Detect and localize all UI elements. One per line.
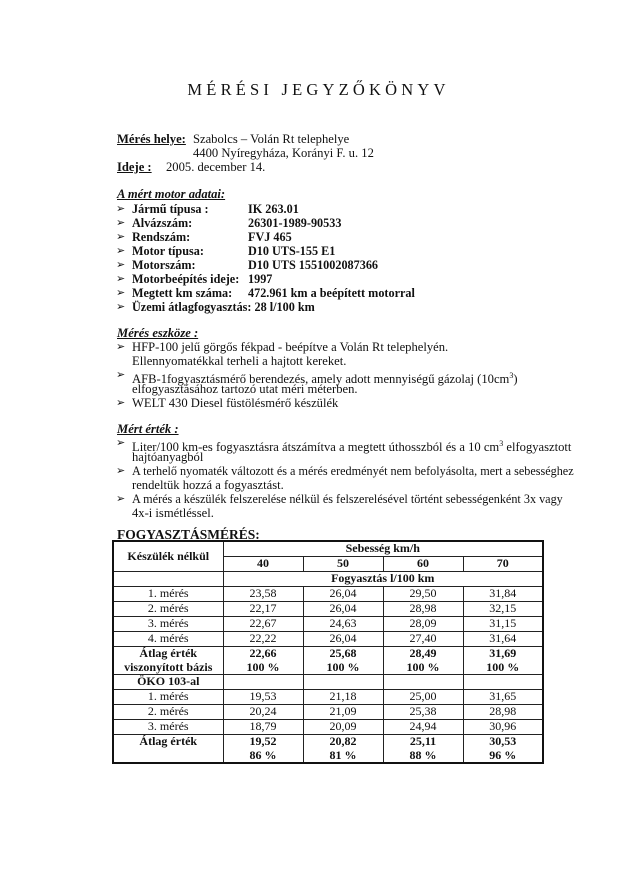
- table-row: 3. mérés 18,79 20,09 24,94 30,96: [113, 720, 543, 735]
- speed-40: 40: [223, 557, 303, 572]
- date-label: Ideje :: [117, 160, 152, 174]
- arrow-bullet-icon: ➢: [116, 301, 126, 313]
- location-line1: Szabolcs – Volán Rt telephelye: [193, 132, 350, 146]
- values-bullet-3a: A mérés a készülék felszerelése nélkül és felszerelésével történt sebességenként 3x vagy: [132, 492, 563, 506]
- arrow-bullet-icon: ➢: [116, 273, 126, 285]
- arrow-bullet-icon: ➢: [116, 369, 126, 381]
- values-bullet-1b: hajtóanyagból: [132, 450, 204, 464]
- engine-heading: A mért motor adatai:: [117, 187, 226, 201]
- engine-avg-consumption: Üzemi átlagfogyasztás: 28 l/100 km: [132, 300, 315, 314]
- tools-item-1a: HFP-100 jelű görgős fékpad - beépítve a Volán Rt telephelyén.: [132, 340, 449, 354]
- engine-value-plate: FVJ 465: [248, 230, 292, 244]
- tools-heading: Mérés eszköze :: [117, 326, 199, 340]
- engine-label-motor-number: Motorszám:: [132, 258, 196, 272]
- values-heading: Mért érték :: [117, 422, 179, 436]
- location-label: Mérés helye:: [117, 132, 186, 146]
- table-row: 2. mérés 22,17 26,04 28,98 32,15: [113, 602, 543, 617]
- tools-item-2b: elfogyasztásához tartozó utat méri méterben.: [132, 382, 358, 396]
- speed-60: 60: [383, 557, 463, 572]
- engine-value-chassis: 26301-1989-90533: [248, 216, 342, 230]
- engine-value-km: 472.961 km a beépített motorral: [248, 286, 415, 300]
- values-bullet-3b: 4x-i ismétléssel.: [132, 506, 214, 520]
- arrow-bullet-icon: ➢: [116, 259, 126, 271]
- arrow-bullet-icon: ➢: [116, 465, 126, 477]
- consumption-title: FOGYASZTÁSMÉRÉS:: [117, 527, 260, 542]
- engine-value-motor-number: D10 UTS 1551002087366: [248, 258, 379, 272]
- engine-label-chassis: Alvázszám:: [132, 216, 193, 230]
- values-bullet-2a: A terhelő nyomaték változott és a mérés eredményét nem befolyásolta, mert a sebességhez: [132, 464, 574, 478]
- table-row: 4. mérés 22,22 26,04 27,40 31,64: [113, 632, 543, 647]
- engine-value-vehicle-type: IK 263.01: [248, 202, 299, 216]
- table-row: 3. mérés 22,67 24,63 28,09 31,15: [113, 617, 543, 632]
- date-value: 2005. december 14.: [166, 160, 266, 174]
- consumption-header: Fogyasztás l/100 km: [223, 572, 543, 587]
- arrow-bullet-icon: ➢: [116, 493, 126, 505]
- engine-label-install-date: Motorbeépítés ideje:: [132, 272, 240, 286]
- empty-cell: [113, 572, 223, 587]
- average-row-with-device: Átlag érték 19,52 86 % 20,82 81 % 25,11 88 % 30,53 96 %: [113, 735, 543, 764]
- tools-item-3: WELT 430 Diesel füstölésmérő készülék: [132, 396, 339, 410]
- engine-label-motor-type: Motor típusa:: [132, 244, 204, 258]
- values-bullet-1a: Liter/100 km-es fogyasztásra átszámítva a megtett úthosszból és a 10 $cm^3$ elfogyasztott: [132, 439, 572, 455]
- device-section-row: [113, 675, 543, 690]
- arrow-bullet-icon: ➢: [116, 231, 126, 243]
- speed-header: Sebesség km/h: [223, 541, 543, 557]
- tools-item-2a: AFB-1fogyasztásmérő berendezés, amely adott mennyiségű gázolaj $(10cm^3)$: [132, 371, 518, 387]
- engine-value-motor-type: D10 UTS-155 E1: [248, 244, 336, 258]
- engine-label-plate: Rendszám:: [132, 230, 191, 244]
- values-bullet-2b: rendeltük hozzá a fogyasztást.: [132, 478, 284, 492]
- engine-label-km: Megtett km száma:: [132, 286, 233, 300]
- speed-70: 70: [463, 557, 543, 572]
- consumption-table: [112, 540, 544, 764]
- table-row: 1. mérés 19,53 21,18 25,00 31,65: [113, 690, 543, 705]
- arrow-bullet-icon: ➢: [116, 287, 126, 299]
- location-line2: 4400 Nyíregyháza, Korányi F. u. 12: [193, 146, 374, 160]
- table-row: 2. mérés 20,24 21,09 25,38 28,98: [113, 705, 543, 720]
- average-row-without-device: Átlag érték viszonyított bázis 22,66 100 % 25,68 100 % 28,49 100 % 31,69 100 %: [113, 647, 543, 675]
- arrow-bullet-icon: ➢: [116, 203, 126, 215]
- arrow-bullet-icon: ➢: [116, 397, 126, 409]
- arrow-bullet-icon: ➢: [116, 341, 126, 353]
- without-device-label: Készülék nélkül: [113, 541, 223, 572]
- arrow-bullet-icon: ➢: [116, 245, 126, 257]
- engine-value-install-date: 1997: [248, 272, 273, 286]
- speed-50: 50: [303, 557, 383, 572]
- engine-label-vehicle-type: Jármű típusa :: [132, 202, 209, 216]
- device-label: ÖKO 103-al: [113, 675, 223, 690]
- document-title: MÉRÉSI JEGYZŐKÖNYV: [187, 80, 450, 99]
- arrow-bullet-icon: ➢: [116, 437, 126, 449]
- arrow-bullet-icon: ➢: [116, 217, 126, 229]
- table-row: 1. mérés 23,58 26,04 29,50 31,84: [113, 587, 543, 602]
- tools-item-1b: Ellennyomatékkal terheli a hajtott kereket.: [132, 354, 347, 368]
